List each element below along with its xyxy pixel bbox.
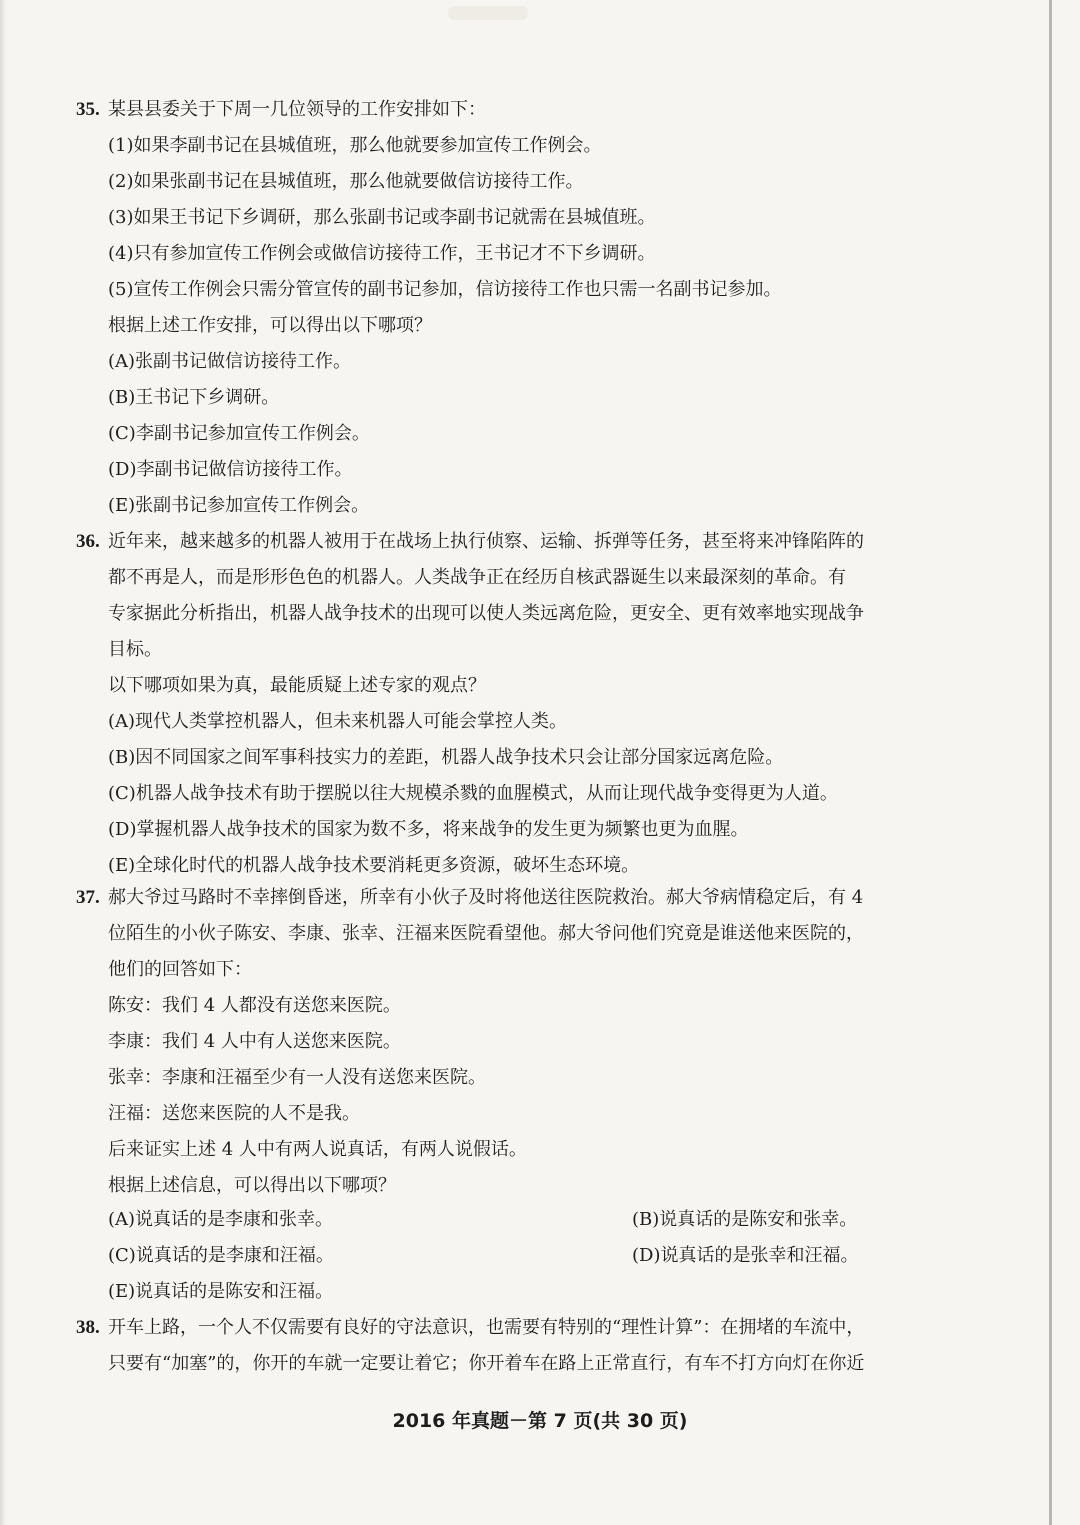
- question-stem: 某县县委关于下周一几位领导的工作安排如下：: [108, 99, 486, 120]
- page-footer: 2016 年真题－第 7 页(共 30 页): [392, 1410, 688, 1432]
- statement: 李康：我们 4 人中有人送您来医院。: [108, 1031, 401, 1052]
- question-stem-line: 近年来，越来越多的机器人被用于在战场上执行侦察、运输、拆弹等任务，甚至将来冲锋陷阵的: [108, 531, 864, 552]
- scan-smudge: [448, 6, 528, 20]
- question-prompt: 以下哪项如果为真，最能质疑上述专家的观点？: [108, 675, 486, 696]
- option-c: (C)李副书记参加宣传工作例会。: [108, 423, 370, 444]
- condition: (3)如果王书记下乡调研，那么张副书记或李副书记就需在县城值班。: [108, 207, 656, 228]
- statement: 陈安：我们 4 人都没有送您来医院。: [108, 995, 401, 1016]
- question-stem-line: 目标。: [108, 639, 162, 660]
- scan-edge: [1049, 0, 1052, 1525]
- option-b: (B)王书记下乡调研。: [108, 387, 280, 408]
- option-e: (E)张副书记参加宣传工作例会。: [108, 495, 370, 516]
- condition: (4)只有参加宣传工作例会或做信访接待工作，王书记才不下乡调研。: [108, 243, 656, 264]
- question-number: 38.: [76, 1317, 100, 1338]
- question-stem-line: 专家据此分析指出，机器人战争技术的出现可以使人类远离危险，更安全、更有效率地实现战争: [108, 603, 864, 624]
- option-e: (E)说真话的是陈安和汪福。: [108, 1281, 334, 1302]
- question-number: 37.: [76, 887, 100, 908]
- question-stem-line: 开车上路，一个人不仅需要有良好的守法意识，也需要有特别的“理性计算”：在拥堵的车流中，: [108, 1317, 865, 1338]
- option-a: (A)现代人类掌控机器人，但未来机器人可能会掌控人类。: [108, 711, 568, 732]
- option-d: (D)掌握机器人战争技术的国家为数不多，将来战争的发生更为频繁也更为血腥。: [108, 819, 749, 840]
- option-e: (E)全球化时代的机器人战争技术要消耗更多资源，破坏生态环境。: [108, 855, 640, 876]
- question-stem-line: 都不再是人，而是形形色色的机器人。人类战争正在经历自核武器诞生以来最深刻的革命。有: [108, 567, 846, 588]
- question-prompt: 根据上述信息，可以得出以下哪项？: [108, 1175, 396, 1196]
- question-number: 35.: [76, 99, 100, 120]
- statement: 汪福：送您来医院的人不是我。: [108, 1103, 360, 1124]
- option-b: (B)说真话的是陈安和张幸。: [632, 1209, 858, 1230]
- question-stem-line: 他们的回答如下：: [108, 959, 252, 980]
- option-c: (C)机器人战争技术有助于摆脱以往大规模杀戮的血腥模式，从而让现代战争变得更为人道。: [108, 783, 838, 804]
- option-d: (D)李副书记做信访接待工作。: [108, 459, 353, 480]
- condition: (5)宣传工作例会只需分管宣传的副书记参加，信访接待工作也只需一名副书记参加。: [108, 279, 782, 300]
- question-stem-line: 只要有“加塞”的，你开的车就一定要让着它；你开着车在路上正常直行，有车不打方向灯在你近: [108, 1353, 865, 1374]
- question-stem-line: 郝大爷过马路时不幸摔倒昏迷，所幸有小伙子及时将他送往医院救治。郝大爷病情稳定后，有 4: [108, 887, 864, 908]
- option-a: (A)张副书记做信访接待工作。: [108, 351, 352, 372]
- option-d: (D)说真话的是张幸和汪福。: [632, 1245, 859, 1266]
- question-number: 36.: [76, 531, 100, 552]
- condition: (2)如果张副书记在县城值班，那么他就要做信访接待工作。: [108, 171, 584, 192]
- statement: 张幸：李康和汪福至少有一人没有送您来医院。: [108, 1067, 486, 1088]
- condition: (1)如果李副书记在县城值班，那么他就要参加宣传工作例会。: [108, 135, 602, 156]
- option-a: (A)说真话的是李康和张幸。: [108, 1209, 334, 1230]
- option-b: (B)因不同国家之间军事科技实力的差距，机器人战争技术只会让部分国家远离危险。: [108, 747, 784, 768]
- question-prompt: 根据上述工作安排，可以得出以下哪项？: [108, 315, 432, 336]
- statement: 后来证实上述 4 人中有两人说真话，有两人说假话。: [108, 1139, 527, 1160]
- scan-shadow: [0, 0, 6, 1525]
- option-c: (C)说真话的是李康和汪福。: [108, 1245, 334, 1266]
- question-stem-line: 位陌生的小伙子陈安、李康、张幸、汪福来医院看望他。郝大爷问他们究竟是谁送他来医院的，: [108, 923, 864, 944]
